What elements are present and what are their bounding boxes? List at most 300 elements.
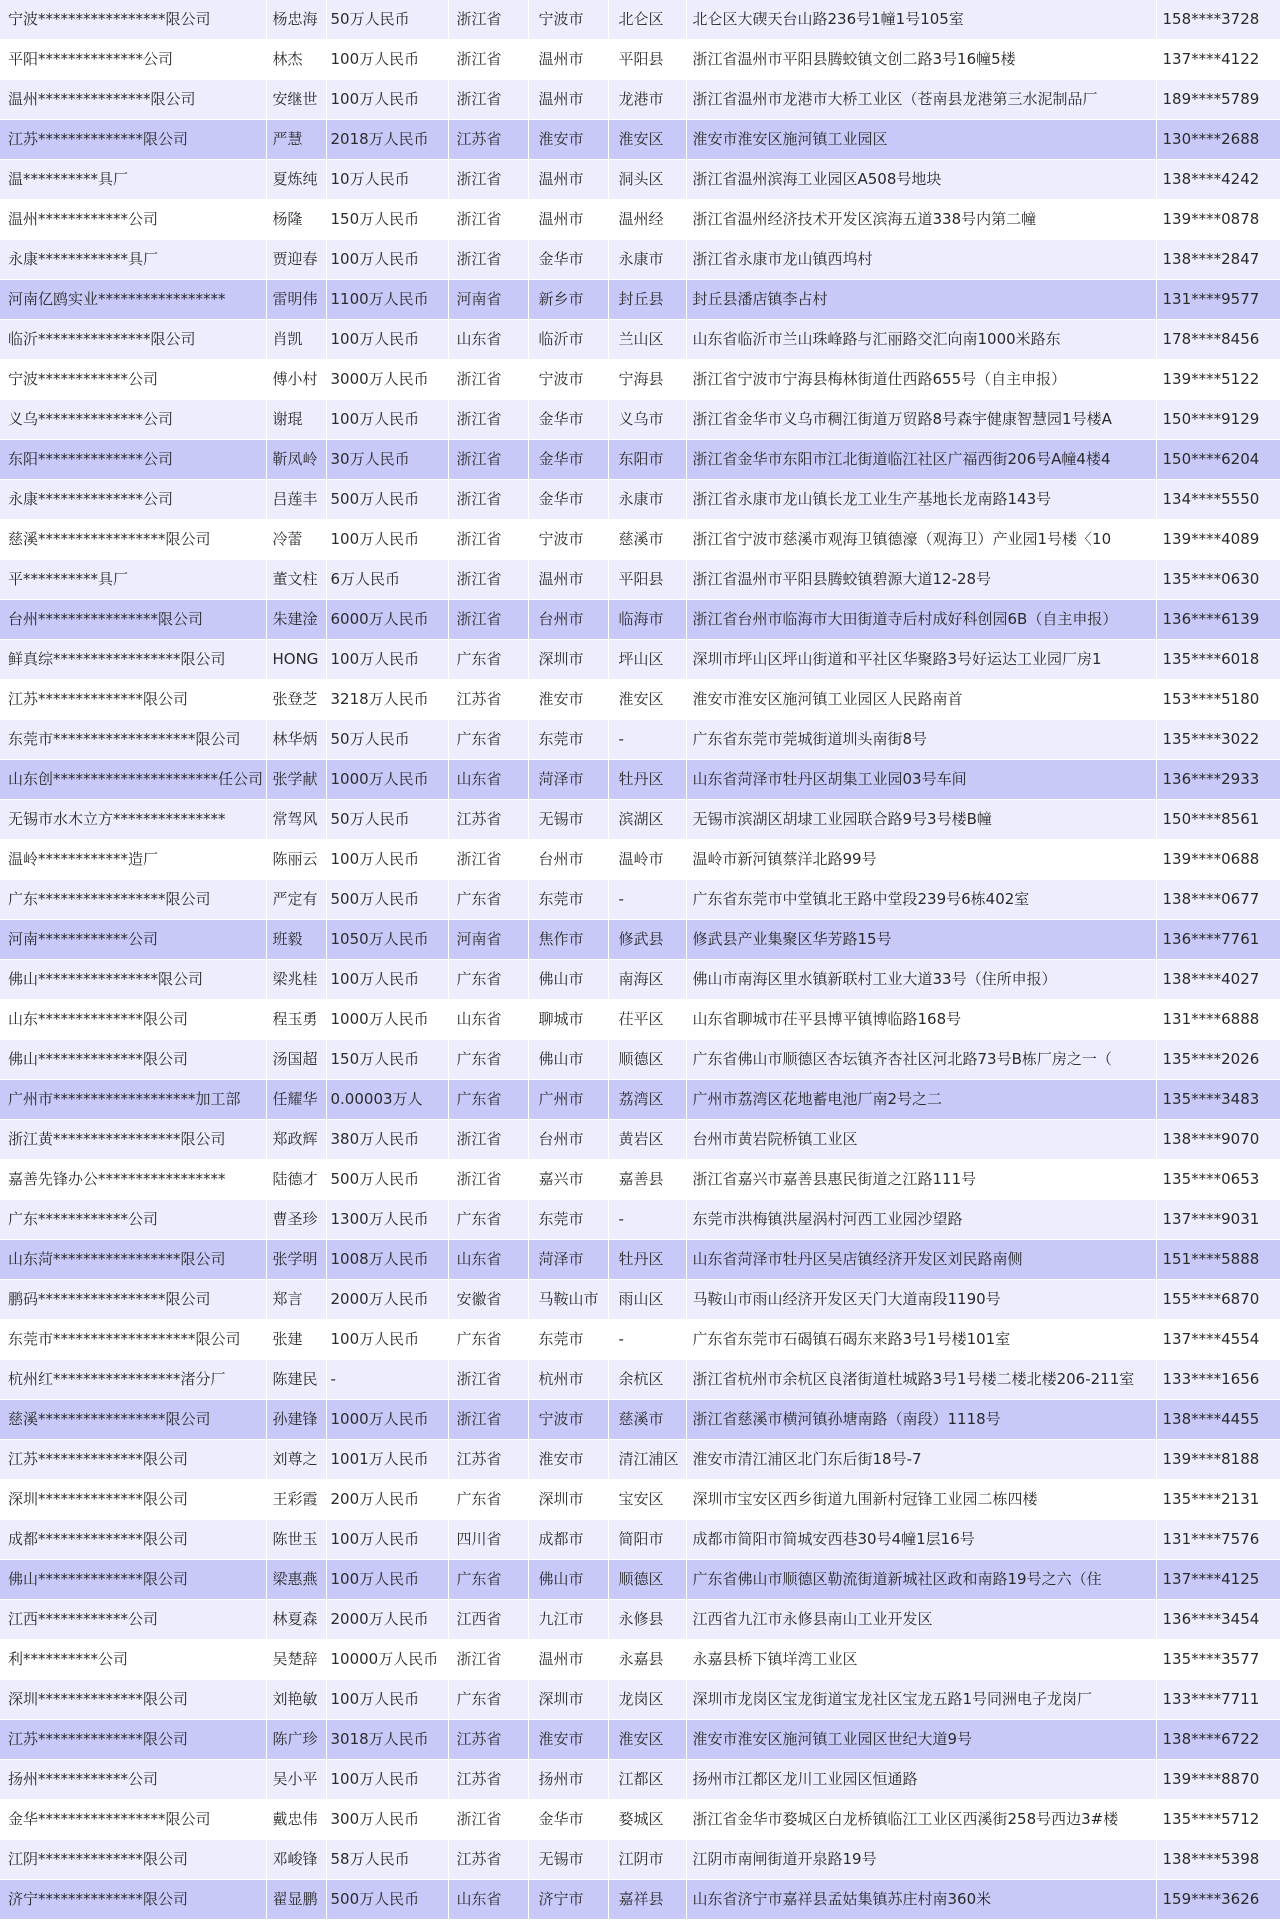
address-cell: 山东省聊城市茌平县博平镇博临路168号 bbox=[686, 1000, 1156, 1040]
registered-capital-cell: 1001万人民币 bbox=[326, 1440, 448, 1480]
legal-person-cell: 吴楚辞 bbox=[266, 1640, 326, 1680]
table-row bbox=[0, 1480, 1280, 1520]
city-cell: 温州市 bbox=[528, 1640, 608, 1680]
address-cell: 佛山市南海区里水镇新联村工业大道33号（住所申报） bbox=[686, 960, 1156, 1000]
phone-cell: 153****5180 bbox=[1156, 680, 1280, 720]
registered-capital-cell: 200万人民币 bbox=[326, 1480, 448, 1520]
registered-capital-cell: 100万人民币 bbox=[326, 960, 448, 1000]
company-name-cell: 鹏码*****************限公司 bbox=[0, 1280, 266, 1320]
registered-capital-cell: 1050万人民币 bbox=[326, 920, 448, 960]
company-name-cell: 深圳**************限公司 bbox=[0, 1680, 266, 1720]
phone-cell: 138****5398 bbox=[1156, 1840, 1280, 1880]
phone-cell: 135****3577 bbox=[1156, 1640, 1280, 1680]
registered-capital-cell: 3000万人民币 bbox=[326, 360, 448, 400]
province-cell: 浙江省 bbox=[448, 600, 528, 640]
phone-cell: 150****8561 bbox=[1156, 800, 1280, 840]
table-row bbox=[0, 1200, 1280, 1240]
table-row bbox=[0, 80, 1280, 120]
city-cell: 温州市 bbox=[528, 560, 608, 600]
legal-person-cell: 林华炳 bbox=[266, 720, 326, 760]
province-cell: 江苏省 bbox=[448, 120, 528, 160]
table-row bbox=[0, 1160, 1280, 1200]
province-cell: 浙江省 bbox=[448, 1160, 528, 1200]
legal-person-cell: 严慧 bbox=[266, 120, 326, 160]
city-cell: 东莞市 bbox=[528, 1200, 608, 1240]
province-cell: 广东省 bbox=[448, 1080, 528, 1120]
address-cell: 广州市荔湾区花地蓄电池厂南2号之二 bbox=[686, 1080, 1156, 1120]
city-cell: 杭州市 bbox=[528, 1360, 608, 1400]
table-row bbox=[0, 1320, 1280, 1360]
district-cell: 牡丹区 bbox=[608, 1240, 686, 1280]
registered-capital-cell: 1300万人民币 bbox=[326, 1200, 448, 1240]
legal-person-cell: 郑政辉 bbox=[266, 1120, 326, 1160]
city-cell: 金华市 bbox=[528, 440, 608, 480]
legal-person-cell: 张登芝 bbox=[266, 680, 326, 720]
city-cell: 聊城市 bbox=[528, 1000, 608, 1040]
city-cell: 金华市 bbox=[528, 480, 608, 520]
company-name-cell: 济宁**************限公司 bbox=[0, 1880, 266, 1920]
address-cell: 广东省佛山市顺德区勒流街道新城社区政和南路19号之六（住 bbox=[686, 1560, 1156, 1600]
address-cell: 浙江省台州市临海市大田街道寺后村成好科创园6B（自主申报） bbox=[686, 600, 1156, 640]
district-cell: 平阳县 bbox=[608, 560, 686, 600]
registered-capital-cell: - bbox=[326, 1360, 448, 1400]
registered-capital-cell: 100万人民币 bbox=[326, 1520, 448, 1560]
address-cell: 深圳市坪山区坪山街道和平社区华聚路3号好运达工业园厂房1 bbox=[686, 640, 1156, 680]
phone-cell: 155****6870 bbox=[1156, 1280, 1280, 1320]
legal-person-cell: 董文柱 bbox=[266, 560, 326, 600]
district-cell: 洞头区 bbox=[608, 160, 686, 200]
table-row bbox=[0, 560, 1280, 600]
district-cell: 坪山区 bbox=[608, 640, 686, 680]
company-name-cell: 扬州************公司 bbox=[0, 1760, 266, 1800]
table-row bbox=[0, 160, 1280, 200]
address-cell: 浙江省温州市平阳县腾蛟镇碧源大道12-28号 bbox=[686, 560, 1156, 600]
table-row bbox=[0, 1800, 1280, 1840]
company-name-cell: 义乌**************公司 bbox=[0, 400, 266, 440]
registered-capital-cell: 0.00003万人 bbox=[326, 1080, 448, 1120]
table-row bbox=[0, 400, 1280, 440]
registered-capital-cell: 1008万人民币 bbox=[326, 1240, 448, 1280]
province-cell: 山东省 bbox=[448, 760, 528, 800]
district-cell: 茌平区 bbox=[608, 1000, 686, 1040]
phone-cell: 135****6018 bbox=[1156, 640, 1280, 680]
district-cell: 嘉祥县 bbox=[608, 1880, 686, 1920]
legal-person-cell: 冷蕾 bbox=[266, 520, 326, 560]
city-cell: 焦作市 bbox=[528, 920, 608, 960]
phone-cell: 159****3626 bbox=[1156, 1880, 1280, 1920]
district-cell: 龙港市 bbox=[608, 80, 686, 120]
table-row bbox=[0, 640, 1280, 680]
registered-capital-cell: 100万人民币 bbox=[326, 1560, 448, 1600]
phone-cell: 138****6722 bbox=[1156, 1720, 1280, 1760]
province-cell: 广东省 bbox=[448, 640, 528, 680]
table-row bbox=[0, 40, 1280, 80]
province-cell: 浙江省 bbox=[448, 1360, 528, 1400]
address-cell: 淮安市淮安区施河镇工业园区世纪大道9号 bbox=[686, 1720, 1156, 1760]
address-cell: 山东省临沂市兰山珠峰路与汇丽路交汇向南1000米路东 bbox=[686, 320, 1156, 360]
registered-capital-cell: 500万人民币 bbox=[326, 880, 448, 920]
address-cell: 东莞市洪梅镇洪屋涡村河西工业园沙望路 bbox=[686, 1200, 1156, 1240]
city-cell: 佛山市 bbox=[528, 1040, 608, 1080]
legal-person-cell: 雷明伟 bbox=[266, 280, 326, 320]
legal-person-cell: 安继世 bbox=[266, 80, 326, 120]
address-cell: 浙江省金华市婺城区白龙桥镇临江工业区西溪街258号西边3#楼 bbox=[686, 1800, 1156, 1840]
address-cell: 永嘉县桥下镇垟湾工业区 bbox=[686, 1640, 1156, 1680]
registered-capital-cell: 100万人民币 bbox=[326, 40, 448, 80]
phone-cell: 134****5550 bbox=[1156, 480, 1280, 520]
phone-cell: 137****9031 bbox=[1156, 1200, 1280, 1240]
phone-cell: 135****2131 bbox=[1156, 1480, 1280, 1520]
city-cell: 金华市 bbox=[528, 400, 608, 440]
company-name-cell: 宁波*****************限公司 bbox=[0, 0, 266, 40]
legal-person-cell: 肖凯 bbox=[266, 320, 326, 360]
table-row bbox=[0, 720, 1280, 760]
district-cell: - bbox=[608, 1200, 686, 1240]
address-cell: 浙江省宁波市宁海县梅林街道仕西路655号（自主申报） bbox=[686, 360, 1156, 400]
district-cell: 余杭区 bbox=[608, 1360, 686, 1400]
address-cell: 浙江省温州市平阳县腾蛟镇文创二路3号16幢5楼 bbox=[686, 40, 1156, 80]
address-cell: 修武县产业集聚区华芳路15号 bbox=[686, 920, 1156, 960]
city-cell: 佛山市 bbox=[528, 1560, 608, 1600]
province-cell: 广东省 bbox=[448, 1200, 528, 1240]
district-cell: 顺德区 bbox=[608, 1560, 686, 1600]
phone-cell: 139****0878 bbox=[1156, 200, 1280, 240]
legal-person-cell: 张学明 bbox=[266, 1240, 326, 1280]
province-cell: 江苏省 bbox=[448, 1720, 528, 1760]
table-row bbox=[0, 1560, 1280, 1600]
city-cell: 温州市 bbox=[528, 40, 608, 80]
city-cell: 深圳市 bbox=[528, 640, 608, 680]
company-name-cell: 平**********具厂 bbox=[0, 560, 266, 600]
phone-cell: 139****4089 bbox=[1156, 520, 1280, 560]
district-cell: 嘉善县 bbox=[608, 1160, 686, 1200]
province-cell: 浙江省 bbox=[448, 520, 528, 560]
table-row bbox=[0, 1880, 1280, 1920]
registered-capital-cell: 2018万人民币 bbox=[326, 120, 448, 160]
province-cell: 广东省 bbox=[448, 720, 528, 760]
city-cell: 温州市 bbox=[528, 80, 608, 120]
legal-person-cell: 杨隆 bbox=[266, 200, 326, 240]
registered-capital-cell: 3218万人民币 bbox=[326, 680, 448, 720]
district-cell: 淮安区 bbox=[608, 680, 686, 720]
city-cell: 淮安市 bbox=[528, 1720, 608, 1760]
table-row bbox=[0, 600, 1280, 640]
city-cell: 佛山市 bbox=[528, 960, 608, 1000]
phone-cell: 135****0653 bbox=[1156, 1160, 1280, 1200]
company-name-cell: 东莞市*******************限公司 bbox=[0, 720, 266, 760]
table-row bbox=[0, 960, 1280, 1000]
phone-cell: 131****7576 bbox=[1156, 1520, 1280, 1560]
province-cell: 浙江省 bbox=[448, 560, 528, 600]
address-cell: 台州市黄岩院桥镇工业区 bbox=[686, 1120, 1156, 1160]
company-name-cell: 佛山**************限公司 bbox=[0, 1040, 266, 1080]
city-cell: 成都市 bbox=[528, 1520, 608, 1560]
registered-capital-cell: 500万人民币 bbox=[326, 1880, 448, 1920]
district-cell: 封丘县 bbox=[608, 280, 686, 320]
legal-person-cell: 傅小村 bbox=[266, 360, 326, 400]
district-cell: 宁海县 bbox=[608, 360, 686, 400]
legal-person-cell: 吕莲丰 bbox=[266, 480, 326, 520]
legal-person-cell: 常驾风 bbox=[266, 800, 326, 840]
district-cell: 宝安区 bbox=[608, 1480, 686, 1520]
table-row bbox=[0, 240, 1280, 280]
table-row bbox=[0, 120, 1280, 160]
district-cell: 婺城区 bbox=[608, 1800, 686, 1840]
city-cell: 台州市 bbox=[528, 600, 608, 640]
city-cell: 台州市 bbox=[528, 1120, 608, 1160]
address-cell: 广东省东莞市石碣镇石碣东来路3号1号楼101室 bbox=[686, 1320, 1156, 1360]
province-cell: 广东省 bbox=[448, 1320, 528, 1360]
legal-person-cell: 吴小平 bbox=[266, 1760, 326, 1800]
address-cell: 浙江省温州市龙港市大桥工业区（苍南县龙港第三水泥制品厂 bbox=[686, 80, 1156, 120]
address-cell: 浙江省宁波市慈溪市观海卫镇德濠（观海卫）产业园1号楼〈10 bbox=[686, 520, 1156, 560]
city-cell: 金华市 bbox=[528, 240, 608, 280]
company-name-cell: 佛山**************限公司 bbox=[0, 1560, 266, 1600]
legal-person-cell: 任耀华 bbox=[266, 1080, 326, 1120]
table-row bbox=[0, 680, 1280, 720]
address-cell: 浙江省永康市龙山镇长龙工业生产基地长龙南路143号 bbox=[686, 480, 1156, 520]
province-cell: 浙江省 bbox=[448, 0, 528, 40]
table-row bbox=[0, 1400, 1280, 1440]
registered-capital-cell: 150万人民币 bbox=[326, 1040, 448, 1080]
city-cell: 宁波市 bbox=[528, 520, 608, 560]
city-cell: 宁波市 bbox=[528, 360, 608, 400]
company-name-cell: 广州市*******************加工部 bbox=[0, 1080, 266, 1120]
company-name-cell: 广东************公司 bbox=[0, 1200, 266, 1240]
phone-cell: 139****8870 bbox=[1156, 1760, 1280, 1800]
company-name-cell: 江阴**************限公司 bbox=[0, 1840, 266, 1880]
registered-capital-cell: 6万人民币 bbox=[326, 560, 448, 600]
phone-cell: 131****9577 bbox=[1156, 280, 1280, 320]
address-cell: 扬州市江都区龙川工业园区恒通路 bbox=[686, 1760, 1156, 1800]
phone-cell: 137****4122 bbox=[1156, 40, 1280, 80]
province-cell: 四川省 bbox=[448, 1520, 528, 1560]
company-name-cell: 东莞市*******************限公司 bbox=[0, 1320, 266, 1360]
district-cell: 牡丹区 bbox=[608, 760, 686, 800]
table-row bbox=[0, 1640, 1280, 1680]
legal-person-cell: 曹圣珍 bbox=[266, 1200, 326, 1240]
district-cell: 北仑区 bbox=[608, 0, 686, 40]
table-row bbox=[0, 840, 1280, 880]
registered-capital-cell: 100万人民币 bbox=[326, 240, 448, 280]
company-name-cell: 江苏**************限公司 bbox=[0, 1440, 266, 1480]
legal-person-cell: 程玉勇 bbox=[266, 1000, 326, 1040]
registered-capital-cell: 100万人民币 bbox=[326, 1320, 448, 1360]
registered-capital-cell: 100万人民币 bbox=[326, 80, 448, 120]
district-cell: 江都区 bbox=[608, 1760, 686, 1800]
table-row bbox=[0, 1080, 1280, 1120]
address-cell: 浙江省永康市龙山镇西坞村 bbox=[686, 240, 1156, 280]
address-cell: 浙江省嘉兴市嘉善县惠民街道之江路111号 bbox=[686, 1160, 1156, 1200]
phone-cell: 137****4125 bbox=[1156, 1560, 1280, 1600]
table-row bbox=[0, 1040, 1280, 1080]
phone-cell: 138****2847 bbox=[1156, 240, 1280, 280]
phone-cell: 189****5789 bbox=[1156, 80, 1280, 120]
address-cell: 广东省东莞市莞城街道圳头南街8号 bbox=[686, 720, 1156, 760]
table-row bbox=[0, 360, 1280, 400]
company-name-cell: 温州***************限公司 bbox=[0, 80, 266, 120]
province-cell: 广东省 bbox=[448, 960, 528, 1000]
legal-person-cell: 汤国超 bbox=[266, 1040, 326, 1080]
address-cell: 淮安市淮安区施河镇工业园区 bbox=[686, 120, 1156, 160]
registered-capital-cell: 50万人民币 bbox=[326, 0, 448, 40]
legal-person-cell: 林夏森 bbox=[266, 1600, 326, 1640]
address-cell: 淮安市淮安区施河镇工业园区人民路南首 bbox=[686, 680, 1156, 720]
company-name-cell: 温**********具厂 bbox=[0, 160, 266, 200]
phone-cell: 138****4242 bbox=[1156, 160, 1280, 200]
province-cell: 浙江省 bbox=[448, 400, 528, 440]
registered-capital-cell: 500万人民币 bbox=[326, 480, 448, 520]
district-cell: 温州经 bbox=[608, 200, 686, 240]
address-cell: 马鞍山市雨山经济开发区天门大道南段1190号 bbox=[686, 1280, 1156, 1320]
address-cell: 浙江省慈溪市横河镇孙塘南路（南段）1118号 bbox=[686, 1400, 1156, 1440]
district-cell: 淮安区 bbox=[608, 1720, 686, 1760]
city-cell: 金华市 bbox=[528, 1800, 608, 1840]
registered-capital-cell: 100万人民币 bbox=[326, 840, 448, 880]
company-name-cell: 杭州红*****************渚分厂 bbox=[0, 1360, 266, 1400]
registered-capital-cell: 1000万人民币 bbox=[326, 1400, 448, 1440]
phone-cell: 150****6204 bbox=[1156, 440, 1280, 480]
company-name-cell: 江苏**************限公司 bbox=[0, 1720, 266, 1760]
company-name-cell: 成都**************限公司 bbox=[0, 1520, 266, 1560]
phone-cell: 135****3483 bbox=[1156, 1080, 1280, 1120]
registered-capital-cell: 50万人民币 bbox=[326, 720, 448, 760]
registered-capital-cell: 6000万人民币 bbox=[326, 600, 448, 640]
legal-person-cell: HONG bbox=[266, 640, 326, 680]
table-row bbox=[0, 200, 1280, 240]
province-cell: 广东省 bbox=[448, 1560, 528, 1600]
company-name-cell: 嘉善先锋办公***************** bbox=[0, 1160, 266, 1200]
province-cell: 山东省 bbox=[448, 1880, 528, 1920]
province-cell: 浙江省 bbox=[448, 1400, 528, 1440]
city-cell: 无锡市 bbox=[528, 800, 608, 840]
company-name-cell: 温州************公司 bbox=[0, 200, 266, 240]
province-cell: 江苏省 bbox=[448, 680, 528, 720]
table-row bbox=[0, 1600, 1280, 1640]
table-row bbox=[0, 760, 1280, 800]
province-cell: 广东省 bbox=[448, 1480, 528, 1520]
registered-capital-cell: 150万人民币 bbox=[326, 200, 448, 240]
legal-person-cell: 陈世玉 bbox=[266, 1520, 326, 1560]
address-cell: 深圳市龙岗区宝龙街道宝龙社区宝龙五路1号同洲电子龙岗厂 bbox=[686, 1680, 1156, 1720]
legal-person-cell: 王彩霞 bbox=[266, 1480, 326, 1520]
address-cell: 浙江省温州经济技术开发区滨海五道338号内第二幢 bbox=[686, 200, 1156, 240]
city-cell: 新乡市 bbox=[528, 280, 608, 320]
city-cell: 菏泽市 bbox=[528, 760, 608, 800]
address-cell: 温岭市新河镇蔡洋北路99号 bbox=[686, 840, 1156, 880]
legal-person-cell: 邓峻锋 bbox=[266, 1840, 326, 1880]
legal-person-cell: 孙建锋 bbox=[266, 1400, 326, 1440]
table-row bbox=[0, 1680, 1280, 1720]
address-cell: 浙江省杭州市余杭区良渚街道杜城路3号1号楼二楼北楼206-211室 bbox=[686, 1360, 1156, 1400]
legal-person-cell: 刘艳敏 bbox=[266, 1680, 326, 1720]
address-cell: 广东省佛山市顺德区杏坛镇齐杏社区河北路73号B栋厂房之一（ bbox=[686, 1040, 1156, 1080]
table-row bbox=[0, 320, 1280, 360]
province-cell: 浙江省 bbox=[448, 240, 528, 280]
phone-cell: 130****2688 bbox=[1156, 120, 1280, 160]
company-name-cell: 广东*****************限公司 bbox=[0, 880, 266, 920]
legal-person-cell: 张建 bbox=[266, 1320, 326, 1360]
district-cell: 义乌市 bbox=[608, 400, 686, 440]
phone-cell: 138****4027 bbox=[1156, 960, 1280, 1000]
company-name-cell: 台州****************限公司 bbox=[0, 600, 266, 640]
city-cell: 九江市 bbox=[528, 1600, 608, 1640]
province-cell: 江西省 bbox=[448, 1600, 528, 1640]
company-name-cell: 温岭************造厂 bbox=[0, 840, 266, 880]
city-cell: 宁波市 bbox=[528, 0, 608, 40]
city-cell: 温州市 bbox=[528, 200, 608, 240]
legal-person-cell: 陈建民 bbox=[266, 1360, 326, 1400]
address-cell: 浙江省金华市东阳市江北街道临江社区广福西街206号A幢4楼4 bbox=[686, 440, 1156, 480]
phone-cell: 136****6139 bbox=[1156, 600, 1280, 640]
district-cell: 慈溪市 bbox=[608, 520, 686, 560]
registered-capital-cell: 1000万人民币 bbox=[326, 760, 448, 800]
phone-cell: 138****4455 bbox=[1156, 1400, 1280, 1440]
province-cell: 江苏省 bbox=[448, 800, 528, 840]
address-cell: 江西省九江市永修县南山工业开发区 bbox=[686, 1600, 1156, 1640]
city-cell: 广州市 bbox=[528, 1080, 608, 1120]
company-name-cell: 利**********公司 bbox=[0, 1640, 266, 1680]
legal-person-cell: 陆德才 bbox=[266, 1160, 326, 1200]
district-cell: 淮安区 bbox=[608, 120, 686, 160]
province-cell: 浙江省 bbox=[448, 200, 528, 240]
registered-capital-cell: 50万人民币 bbox=[326, 800, 448, 840]
province-cell: 安徽省 bbox=[448, 1280, 528, 1320]
legal-person-cell: 严定有 bbox=[266, 880, 326, 920]
district-cell: 修武县 bbox=[608, 920, 686, 960]
province-cell: 浙江省 bbox=[448, 1120, 528, 1160]
phone-cell: 135****3022 bbox=[1156, 720, 1280, 760]
district-cell: 龙岗区 bbox=[608, 1680, 686, 1720]
district-cell: 滨湖区 bbox=[608, 800, 686, 840]
city-cell: 深圳市 bbox=[528, 1480, 608, 1520]
district-cell: 温岭市 bbox=[608, 840, 686, 880]
phone-cell: 136****2933 bbox=[1156, 760, 1280, 800]
legal-person-cell: 谢琨 bbox=[266, 400, 326, 440]
district-cell: - bbox=[608, 1320, 686, 1360]
district-cell: 永康市 bbox=[608, 240, 686, 280]
company-name-cell: 临沂***************限公司 bbox=[0, 320, 266, 360]
address-cell: 淮安市清江浦区北门东后街18号-7 bbox=[686, 1440, 1156, 1480]
city-cell: 马鞍山市 bbox=[528, 1280, 608, 1320]
address-cell: 浙江省温州滨海工业园区A508号地块 bbox=[686, 160, 1156, 200]
table-row bbox=[0, 880, 1280, 920]
legal-person-cell: 戴忠伟 bbox=[266, 1800, 326, 1840]
district-cell: 顺德区 bbox=[608, 1040, 686, 1080]
company-name-cell: 无锡市水木立方*************** bbox=[0, 800, 266, 840]
company-name-cell: 佛山****************限公司 bbox=[0, 960, 266, 1000]
district-cell: 兰山区 bbox=[608, 320, 686, 360]
city-cell: 东莞市 bbox=[528, 720, 608, 760]
province-cell: 广东省 bbox=[448, 1680, 528, 1720]
table-row bbox=[0, 480, 1280, 520]
address-cell: 浙江省金华市义乌市稠江街道万贸路8号森宇健康智慧园1号楼A bbox=[686, 400, 1156, 440]
phone-cell: 135****5712 bbox=[1156, 1800, 1280, 1840]
registered-capital-cell: 380万人民币 bbox=[326, 1120, 448, 1160]
company-name-cell: 平阳**************公司 bbox=[0, 40, 266, 80]
address-cell: 成都市简阳市简城安西巷30号4幢1层16号 bbox=[686, 1520, 1156, 1560]
city-cell: 东莞市 bbox=[528, 880, 608, 920]
registered-capital-cell: 1100万人民币 bbox=[326, 280, 448, 320]
district-cell: 东阳市 bbox=[608, 440, 686, 480]
table-row bbox=[0, 0, 1280, 40]
company-name-cell: 东阳**************公司 bbox=[0, 440, 266, 480]
registered-capital-cell: 100万人民币 bbox=[326, 400, 448, 440]
legal-person-cell: 班毅 bbox=[266, 920, 326, 960]
legal-person-cell: 郑言 bbox=[266, 1280, 326, 1320]
registered-capital-cell: 10000万人民币 bbox=[326, 1640, 448, 1680]
company-name-cell: 河南************公司 bbox=[0, 920, 266, 960]
